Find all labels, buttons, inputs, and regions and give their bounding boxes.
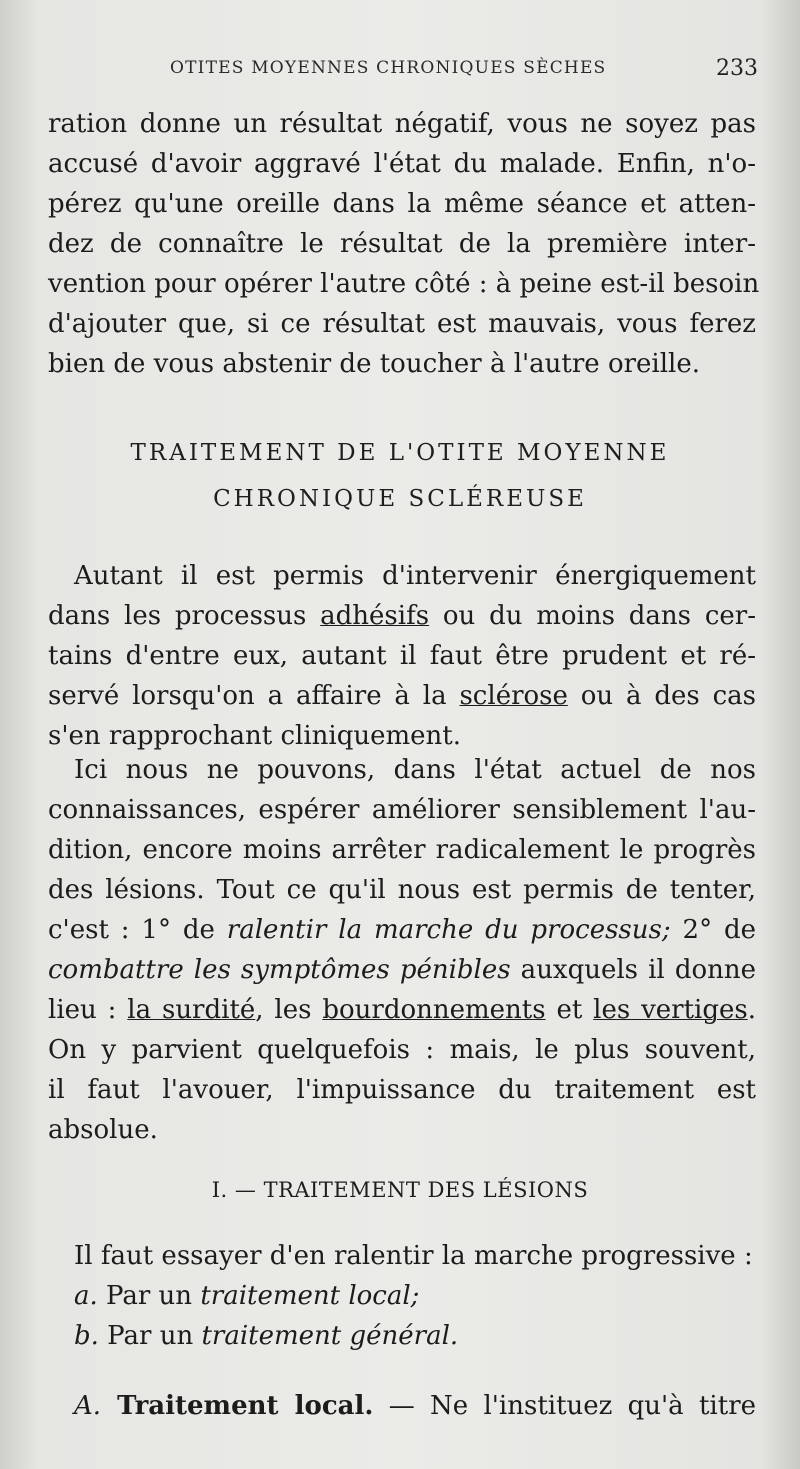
page-header [0, 52, 800, 92]
text-line: ration donne un résultat négatif, vous ne soyez pas [48, 109, 756, 139]
bold-run: Traitement local. [101, 1391, 374, 1421]
text-line: Il faut essayer d'en ralentir la marche progressive : [74, 1241, 753, 1271]
text-line [48, 676, 756, 716]
underlined-word: adhésifs [320, 601, 430, 631]
italic-run: combattre les symptômes pénibles [48, 955, 511, 985]
list-item [48, 1276, 756, 1316]
text-run: . [747, 995, 756, 1025]
underlined-word: bourdonnements [322, 995, 546, 1025]
text-run: auxquels il donne [510, 955, 756, 985]
paragraph-1 [48, 556, 756, 756]
italic-run: traitement général. [201, 1321, 459, 1351]
page-number: 233 [716, 56, 758, 81]
section-heading-line-1: TRAITEMENT DE L'OTITE MOYENNE [130, 440, 670, 466]
text-line: vention pour opérer l'autre côté : à peine est-il besoin [48, 269, 760, 299]
text-line: des lésions. Tout ce qu'il nous est permis de tenter, [48, 875, 756, 905]
text-line: s'en rapprochant cliniquement. [48, 721, 461, 751]
text-run: Par un [98, 1321, 202, 1351]
text-line: Autant il est permis d'intervenir énergiquement [74, 561, 756, 591]
text-run: c'est : 1° de [48, 915, 227, 945]
text-run: 2° de [670, 915, 756, 945]
text-line: pérez qu'une oreille dans la même séance et atten- [48, 189, 756, 219]
underlined-word: sclérose [459, 681, 568, 711]
text-run: ou à des cas [567, 681, 756, 711]
text-run: Par un [97, 1281, 201, 1311]
text-line [48, 910, 756, 950]
paragraph-4 [48, 1386, 756, 1426]
text-line [48, 990, 756, 1030]
text-line: bien de vous abstenir de toucher à l'autre oreille. [48, 349, 701, 379]
text-run: servé lorsqu'on a affaire à la [48, 681, 460, 711]
underlined-word: la surdité [127, 995, 256, 1025]
text-run: dans les processus [48, 601, 321, 631]
paragraph-2 [48, 750, 756, 1150]
text-line: absolue. [48, 1115, 158, 1145]
text-line: Ici nous ne pouvons, dans l'état actuel de nos [74, 755, 756, 785]
running-head: OTITES MOYENNES CHRONIQUES SÈCHES [170, 58, 607, 78]
text-run: , les [255, 995, 323, 1025]
subsection-heading: I. — TRAITEMENT DES LÉSIONS [211, 1178, 589, 1202]
paragraph-3 [48, 1236, 756, 1356]
text-run: lieu : [48, 995, 128, 1025]
text-line: connaissances, espérer améliorer sensiblement l'au- [48, 795, 756, 825]
text-line: dez de connaître le résultat de la première inter- [48, 229, 756, 259]
text-line [48, 596, 756, 636]
text-line: d'ajouter que, si ce résultat est mauvais, vous ferez [48, 309, 756, 339]
italic-run: traitement local; [200, 1281, 420, 1311]
text-line: dition, encore moins arrêter radicalement le progrès [48, 835, 756, 865]
text-line: On y parvient quelquefois : mais, le plus souvent, [48, 1035, 756, 1065]
italic-run: ralentir la marche du processus; [226, 915, 671, 945]
section-heading-line-2: CHRONIQUE SCLÉREUSE [213, 486, 587, 512]
list-item [48, 1316, 756, 1356]
list-marker: a. [74, 1281, 98, 1311]
text-line: tains d'entre eux, autant il faut être prudent et ré- [48, 641, 756, 671]
text-line [48, 1386, 756, 1426]
list-marker: b. [74, 1321, 99, 1351]
section-label: A. [74, 1391, 102, 1421]
underlined-word: les vertiges [593, 995, 748, 1025]
text-line: accusé d'avoir aggravé l'état du malade. Enfin, n'o- [48, 149, 756, 179]
text-run: et [545, 995, 594, 1025]
text-run: ou du moins dans cer- [429, 601, 756, 631]
intro-paragraph [48, 104, 760, 384]
text-line: il faut l'avouer, l'impuissance du traitement est [48, 1075, 756, 1105]
text-run: — Ne l'instituez qu'à titre [373, 1391, 757, 1421]
section-heading [0, 430, 800, 522]
text-line [48, 950, 756, 990]
